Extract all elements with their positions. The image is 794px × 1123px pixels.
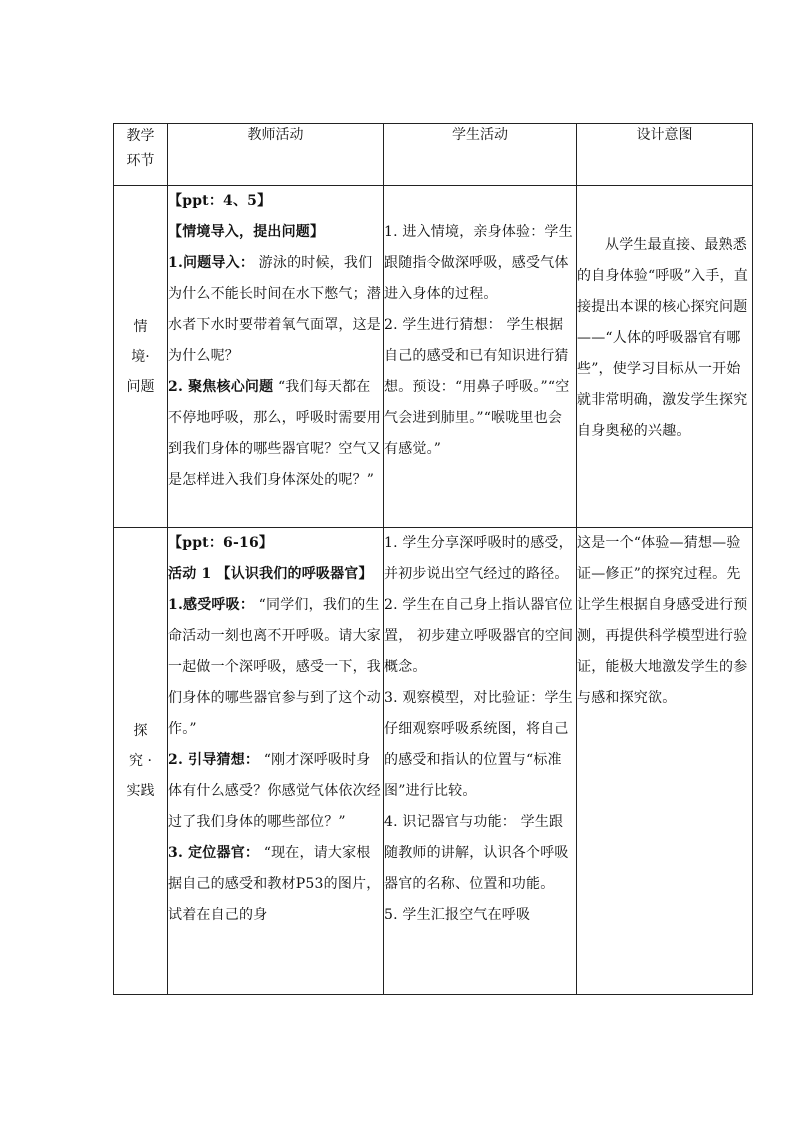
step-label: 2. 引导猜想：: [168, 752, 260, 768]
header-stage-line2: 环节: [126, 153, 155, 169]
table-row: [114, 528, 753, 995]
step-text: “现在，请大家根据自己的感受和教材P53的图片，试着在自己的身: [168, 845, 381, 923]
student-step: 1. 进入情境，亲身体验：学生跟随指令做深呼吸，感受气体进入身体的过程。: [384, 224, 573, 302]
student-activity-cell: [384, 528, 577, 995]
design-intent-cell: [577, 186, 753, 528]
stage-line: 究 ·: [129, 753, 152, 769]
step-text: “同学们，我们的生命活动一刻也离不开呼吸。请大家一起做一个深呼吸，感受一下，我们身体的哪些器官参与到了这个动作。”: [168, 597, 381, 737]
lesson-plan-table: [113, 123, 753, 995]
teacher-step: [168, 372, 383, 496]
stage-line: 境·: [131, 348, 150, 365]
header-student-activity: 学生活动: [384, 124, 577, 186]
ppt-ref: 【ppt：6-16】: [168, 535, 274, 551]
design-intent-text: 从学生最直接、最熟悉的自身体验“呼吸”入手，直接提出本课的核心探究问题——“人体的呼吸器官有哪些”，使学习目标从一开始就非常明确，激发学生探究自身奥秘的兴趣。: [577, 237, 748, 439]
design-intent-text: 这是一个“体验—猜想—验证—修正”的探究过程。先让学生根据自身感受进行预测，再提供科学模型进行验证，能极大地激发学生的参与感和探究欲。: [577, 535, 748, 706]
header-row: [114, 124, 753, 186]
student-step: 5. 学生汇报空气在呼吸: [384, 907, 531, 923]
teacher-step: [168, 590, 383, 745]
teacher-step: [168, 745, 383, 838]
student-step: 1. 学生分享深呼吸时的感受， 并初步说出空气经过的路径。: [384, 535, 573, 582]
stage-line: 探: [133, 723, 148, 739]
stage-line: 实践: [126, 783, 155, 799]
step-label: 2. 聚焦核心问题: [168, 379, 274, 395]
header-stage-line1: 教学: [126, 128, 155, 144]
teacher-activity-cell: [168, 186, 384, 528]
design-intent-cell: [577, 528, 753, 995]
table-row: [114, 186, 753, 528]
student-step: 2. 学生进行猜想： 学生根据自己的感受和已有知识进行猜想。预设：“用鼻子呼吸。”“空气会进到肺里。”“喉咙里也会有感觉。”: [384, 317, 570, 457]
section-title: 【情境导入，提出问题】: [168, 224, 325, 240]
step-label: 1.问题导入：: [168, 255, 255, 271]
step-text: “刚才深呼吸时身体有什么感受？你感觉气体依次经过了我们身体的哪些部位？”: [168, 752, 381, 830]
student-activity-cell: [384, 186, 577, 528]
stage-cell: [114, 528, 168, 995]
teacher-step: [168, 248, 383, 372]
ppt-ref: 【ppt：4、5】: [168, 193, 272, 209]
step-text: 游泳的时候，我们为什么不能长时间在水下憋气；潜水者下水时要带着氧气面罩，这是为什么呢？: [168, 255, 381, 364]
section-title: 活动 1 【认识我们的呼吸器官】: [168, 566, 373, 582]
stage-line: 问题: [126, 378, 155, 395]
header-stage: [114, 124, 168, 186]
teacher-step: [168, 838, 383, 931]
step-label: 3. 定位器官：: [168, 845, 260, 861]
student-step: 3. 观察模型，对比验证：学生仔细观察呼吸系统图，将自己的感受和指认的位置与“标准图”进行比较。: [384, 690, 573, 799]
header-teacher-activity: 教师活动: [168, 124, 384, 186]
header-design-intent: 设计意图: [577, 124, 753, 186]
student-step: 4. 识记器官与功能： 学生跟随教师的讲解，认识各个呼吸器官的名称、位置和功能。: [384, 814, 569, 892]
stage-line: 情: [133, 318, 148, 335]
step-text: “我们每天都在不停地呼吸，那么，呼吸时需要用到我们身体的哪些器官呢？空气又是怎样进入我们身体深处的呢？”: [168, 379, 381, 488]
stage-cell: [114, 186, 168, 528]
step-label: 1.感受呼吸：: [168, 597, 255, 613]
teacher-activity-cell: [168, 528, 384, 995]
student-step: 2. 学生在自己身上指认器官位置， 初步建立呼吸器官的空间概念。: [384, 597, 574, 675]
